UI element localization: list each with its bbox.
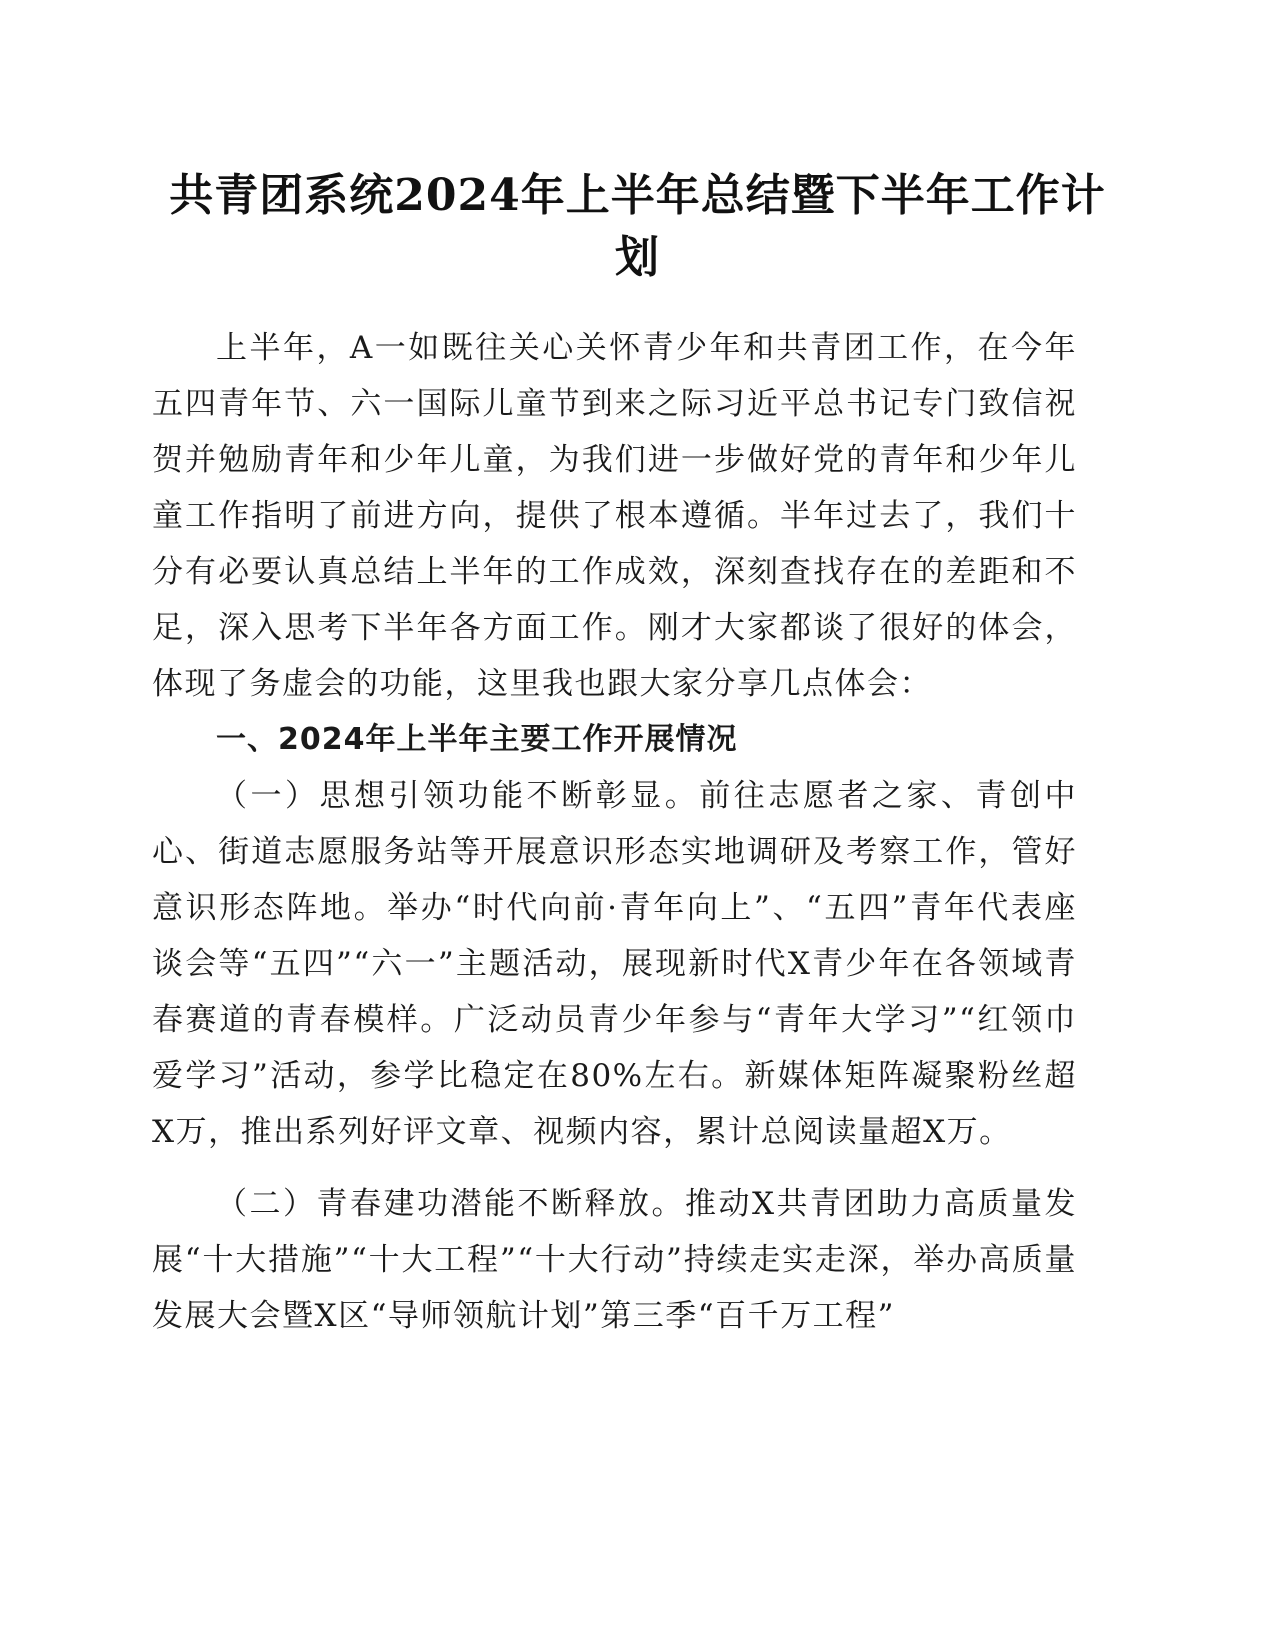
document-title: 共青团系统2024年上半年总结暨下半年工作计划	[169, 170, 1106, 283]
section-paragraph-2: （二）青春建功潜能不断释放。推动X共青团助力高质量发展“十大措施”“十大工程”“十大行动”持续走实走深，举办高质量发展大会暨X区“导师领航计划”第三季“百千万工程”	[152, 1186, 1077, 1334]
document-body	[152, 320, 1077, 1344]
section-paragraph-1: （一）思想引领功能不断彰显。前往志愿者之家、青创中心、街道志愿服务站等开展意识形态实地调研及考察工作，管好意识形态阵地。举办“时代向前·青年向上”、“五四”青年代表座谈会等“五四”“六一”主题活动，展现新时代X青少年在各领域青春赛道的青春模样。广泛动员青少年参与“青年大学习”“红领巾爱学习”活动，参学比稳定在80%左右。新媒体矩阵凝聚粉丝超X万，推出系列好评文章、视频内容，累计总阅读量超X万。	[152, 778, 1077, 1150]
intro-paragraph: 上半年，A一如既往关心关怀青少年和共青团工作，在今年五四青年节、六一国际儿童节到来之际习近平总书记专门致信祝贺并勉励青年和少年儿童，为我们进一步做好党的青年和少年儿童工作指明了前进方向，提供了根本遵循。半年过去了，我们十分有必要认真总结上半年的工作成效，深刻查找存在的差距和不足，深入思考下半年各方面工作。刚才大家都谈了很好的体会，体现了务虚会的功能，这里我也跟大家分享几点体会：	[152, 330, 1077, 702]
section-heading: 一、2024年上半年主要工作开展情况	[216, 722, 738, 757]
